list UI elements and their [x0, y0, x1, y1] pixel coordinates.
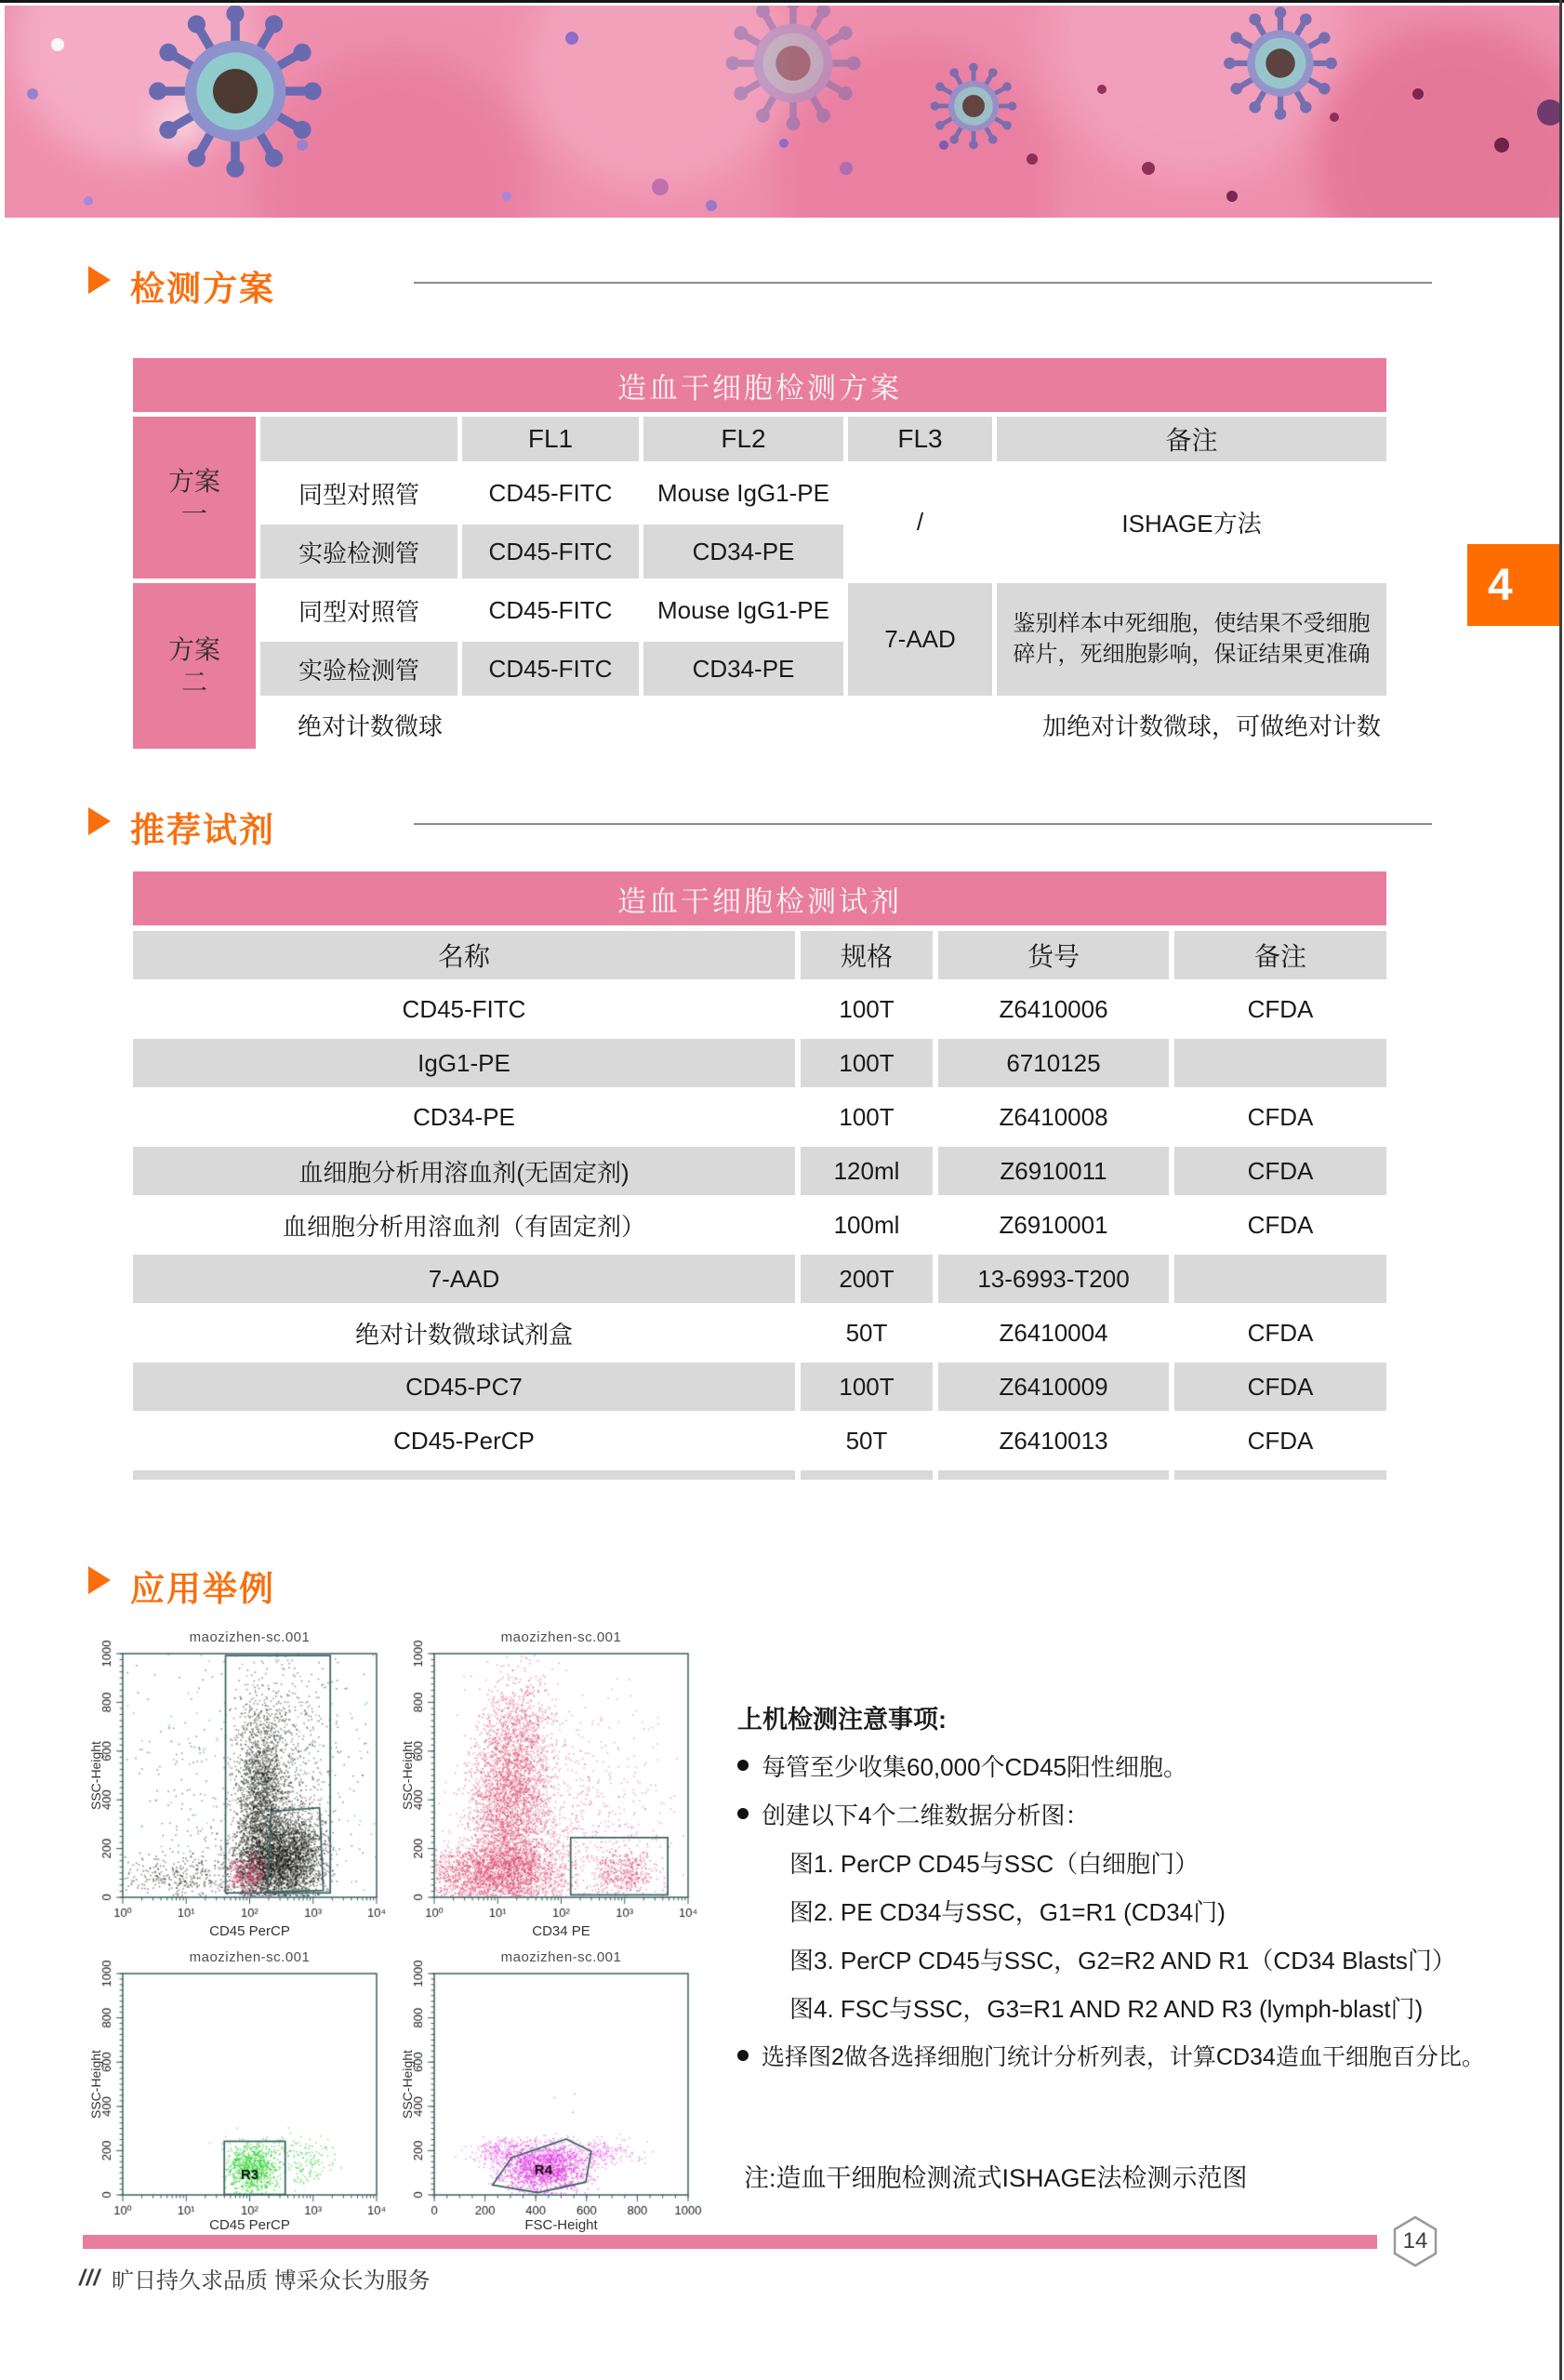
figure-line: 图2. PE CD34与SSC，G1=R1 (CD34门): [789, 1897, 1226, 1926]
plan2-label-line1: 方案: [167, 635, 220, 664]
header-empty-cell: [260, 417, 457, 461]
bullet-icon: [737, 1760, 749, 1771]
plan2-fl3-cell: 7-AAD: [848, 583, 992, 696]
table-cell: Mouse IgG1-PE: [643, 466, 843, 520]
demo-note: 注:造血干细胞检测流式ISHAGE法检测示范图: [744, 2164, 1248, 2192]
detect-plan-table: [133, 358, 1386, 749]
table-cell: CD45-FITC: [462, 525, 639, 578]
table-cell: Z6410008: [938, 1093, 1169, 1141]
bullet-icon: [737, 1808, 749, 1819]
table-cell: CFDA: [1174, 1363, 1386, 1411]
partial-row-cell: [133, 1470, 795, 1480]
header-fl1: FL1: [462, 417, 639, 461]
header-name: 名称: [133, 931, 795, 979]
table-cell: CD45-FITC: [462, 583, 639, 637]
table-cell: 7-AAD: [133, 1255, 795, 1303]
chapter-number: 4: [1488, 560, 1513, 610]
table-cell: 100T: [801, 1363, 933, 1411]
table-cell: Z6410004: [938, 1309, 1169, 1357]
table-title: 造血干细胞检测方案: [133, 358, 1386, 412]
flow-plot-cd34-ssc: [400, 1618, 707, 1939]
flow-plot-gated-cd45: [88, 1946, 395, 2233]
plan1-remark-cell: ISHAGE方法: [997, 466, 1386, 578]
plan1-fl3-cell: /: [848, 466, 992, 578]
section-arrow-icon: [88, 1566, 111, 1594]
table-cell: 50T: [801, 1309, 933, 1357]
plan1-label-line2: 一: [180, 499, 207, 528]
table-cell: 血细胞分析用溶血剂(无固定剂): [133, 1147, 795, 1195]
notes-bullet: [737, 1741, 1472, 1789]
figure-line: 图4. FSC与SSC，G3=R1 AND R2 AND R3 (lymph-blast门): [789, 1994, 1424, 2023]
header-remark: 备注: [997, 417, 1386, 461]
plan1-label: [133, 417, 256, 578]
table-cell: 50T: [801, 1416, 933, 1465]
plot-xlabel: FSC-Height: [524, 2217, 598, 2233]
table-cell: 13-6993-T200: [938, 1255, 1169, 1303]
header-fl3: FL3: [848, 417, 992, 461]
notes-bullet-text: 每管至少收集60,000个CD45阳性细胞。: [762, 1752, 1187, 1781]
table-cell: CD45-FITC: [462, 642, 639, 696]
table-cell: 血细胞分析用溶血剂（有固定剂）: [133, 1201, 795, 1249]
table-cell: CD45-FITC: [462, 466, 639, 520]
count-beads-row: [260, 700, 1386, 749]
figure-line: 图3. PerCP CD45与SSC，G2=R2 AND R1（CD34 Blasts门）: [789, 1946, 1456, 1974]
chapter-tab: [1467, 544, 1560, 626]
plan1-label-line1: 方案: [167, 467, 220, 496]
section-title-examples: 应用举例: [130, 1570, 275, 1608]
section-divider: [414, 823, 1432, 825]
table-cell: Z6910011: [938, 1147, 1169, 1195]
table-cell: CD34-PE: [643, 525, 843, 578]
scatter-canvas: [400, 1946, 707, 2227]
section-title-reagent: 推荐试剂: [130, 811, 275, 849]
partial-row-cell: [1174, 1470, 1386, 1480]
notes-bullet: [737, 1789, 1472, 1838]
scatter-canvas: [88, 1946, 395, 2227]
table-cell: 绝对计数微球试剂盒: [133, 1309, 795, 1357]
page-number-badge: [1392, 2215, 1438, 2267]
slashes-icon: ///: [79, 2265, 101, 2291]
table-cell: Z6410009: [938, 1363, 1169, 1411]
table-cell: CD45-PerCP: [133, 1416, 795, 1465]
notes-block: [737, 1693, 1485, 2080]
table-cell: CFDA: [1174, 985, 1386, 1033]
table-cell: Mouse IgG1-PE: [643, 583, 843, 637]
virus-illustration: [5, 6, 1559, 218]
page-top-border: [0, 0, 1564, 3]
notes-bullet-text: 创建以下4个二维数据分析图：: [762, 1801, 1090, 1829]
count-beads-remark: 加绝对计数微球，可做绝对计数: [1041, 711, 1381, 740]
flow-plot-cd45-ssc: [88, 1618, 395, 1939]
banner-image: [5, 6, 1559, 218]
table-cell: 100T: [801, 1093, 933, 1141]
header-remark: 备注: [1174, 931, 1386, 979]
notes-bullet-text: 选择图2做各选择细胞门统计分析列表，计算CD34造血干细胞百分比。: [762, 2044, 1485, 2070]
section-arrow-icon: [88, 266, 111, 294]
page-number: 14: [1402, 2228, 1428, 2254]
table-cell: 实验检测管: [260, 642, 457, 696]
table-cell: CD34-PE: [643, 642, 843, 696]
table-cell: 6710125: [938, 1039, 1169, 1087]
table-cell: [1174, 1255, 1386, 1303]
notes-heading: 上机检测注意事项:: [737, 1705, 947, 1734]
reagent-table: [133, 871, 1386, 1480]
table-cell: 200T: [801, 1255, 933, 1303]
notes-bullet: [737, 2031, 1485, 2080]
table-title: 造血干细胞检测试剂: [133, 871, 1386, 925]
table-cell: Z6410006: [938, 985, 1169, 1033]
section-title-detect: 检测方案: [130, 270, 275, 308]
table-cell: 100T: [801, 985, 933, 1033]
footer-bar: [83, 2235, 1377, 2249]
table-cell: 100ml: [801, 1201, 933, 1249]
table-cell: 同型对照管: [260, 583, 457, 637]
header-catno: 货号: [938, 931, 1169, 979]
plot-xlabel: CD34 PE: [532, 1923, 590, 1939]
count-beads-label: 绝对计数微球: [298, 711, 444, 740]
table-cell: CFDA: [1174, 1309, 1386, 1357]
plot-xlabel: CD45 PerCP: [209, 1923, 290, 1939]
table-cell: Z6410013: [938, 1416, 1169, 1465]
scatter-canvas: [88, 1618, 395, 1939]
figure-line: 图1. PerCP CD45与SSC（白细胞门）: [789, 1849, 1200, 1878]
table-cell: [1174, 1039, 1386, 1087]
partial-row-cell: [938, 1470, 1169, 1480]
table-cell: 100T: [801, 1039, 933, 1087]
table-cell: IgG1-PE: [133, 1039, 795, 1087]
page-right-border: [1559, 0, 1562, 2380]
slogan-text: 旷日持久求品质 博采众长为服务: [112, 2268, 431, 2294]
partial-row-cell: [801, 1470, 933, 1480]
table-cell: CFDA: [1174, 1147, 1386, 1195]
header-fl2: FL2: [643, 417, 843, 461]
table-cell: CFDA: [1174, 1201, 1386, 1249]
table-cell: 同型对照管: [260, 466, 457, 520]
table-cell: CD34-PE: [133, 1093, 795, 1141]
plan2-label: [133, 583, 256, 749]
table-cell: CD45-PC7: [133, 1363, 795, 1411]
bullet-icon: [737, 2050, 749, 2061]
footer-slogan: [79, 2262, 431, 2294]
plan2-remark-cell: 鉴别样本中死细胞，使结果不受细胞碎片，死细胞影响，保证结果更准确: [997, 583, 1386, 696]
plot-xlabel: CD45 PerCP: [209, 2217, 290, 2233]
table-cell: CD45-FITC: [133, 985, 795, 1033]
table-cell: Z6910001: [938, 1201, 1169, 1249]
section-divider: [414, 282, 1432, 284]
table-cell: CFDA: [1174, 1093, 1386, 1141]
header-spec: 规格: [801, 931, 933, 979]
table-cell: CFDA: [1174, 1416, 1386, 1465]
table-cell: 120ml: [801, 1147, 933, 1195]
flow-plot-fsc-ssc: [400, 1946, 707, 2233]
plan2-label-line2: 二: [180, 668, 207, 697]
scatter-canvas: [400, 1618, 707, 1939]
section-arrow-icon: [88, 807, 111, 835]
table-cell: 实验检测管: [260, 525, 457, 578]
